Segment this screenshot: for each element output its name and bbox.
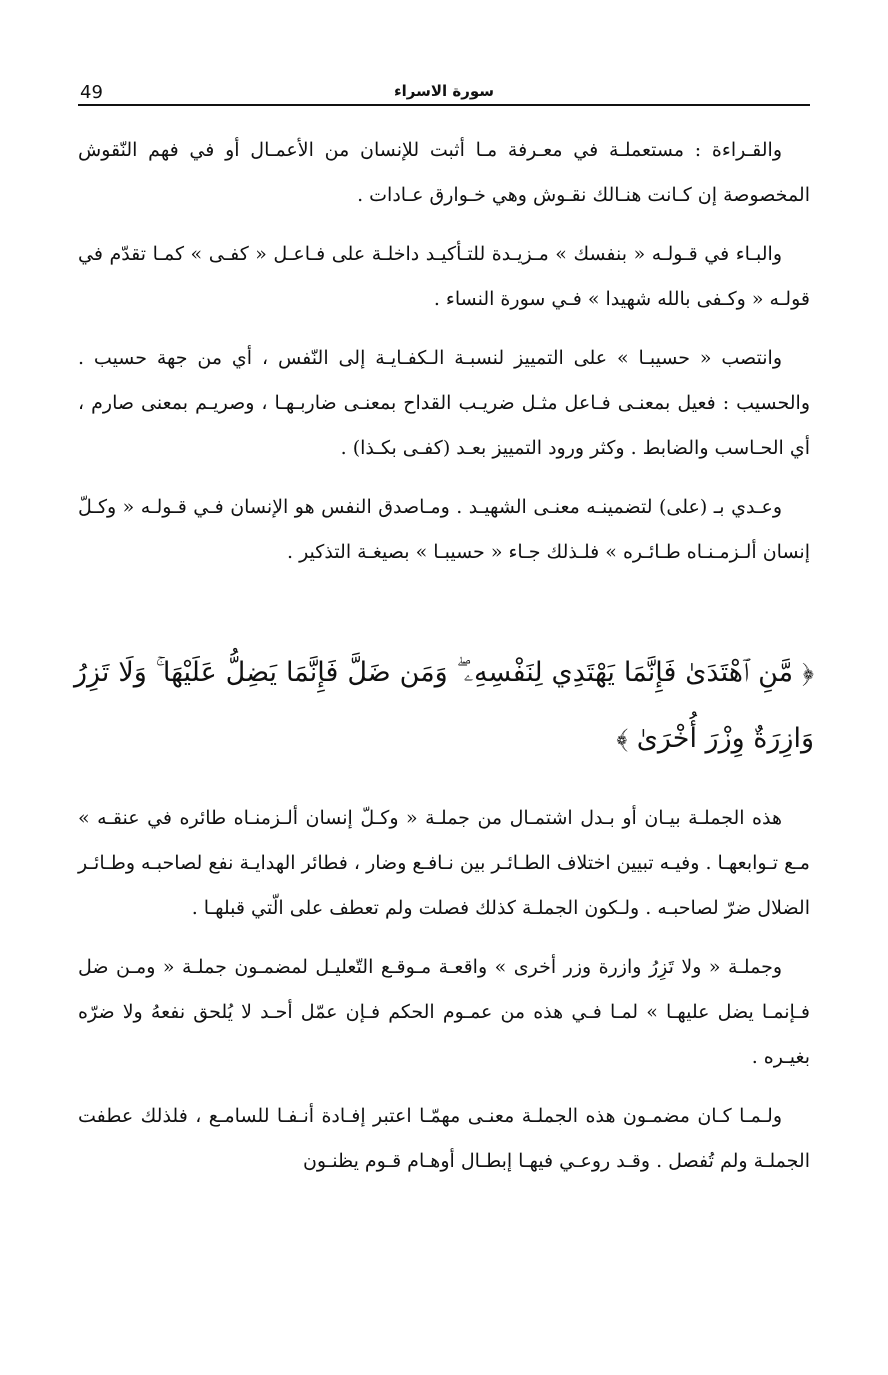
paragraph: وعـدي بـ (على) لتضمينـه معنـى الشهيـد . ومـاصدق النفس هو الإنسان فـي قـولـه « وكـلّ إنسان ألـزمـنـاه طـائـره » فلـذلك جـاء « حسيبـا » بصيغـة التذكير . [78,496,810,563]
header-rule [78,104,810,106]
paragraph: ولـمـا كـان مضمـون هذه الجملـة معنـى مهمّـا اعتبر إفـادة أنـفـا للسامـع ، فلذلك عطفت الجملـة ولم تُفصل . وقـد روعـي فيهـا إبطـال أوهـام قـوم يظنـون [78,1105,810,1172]
paragraph: وانتصب « حسيبـا » على التمييز لنسبـة الـكفـايـة إلى النّفس ، أي من جهة حسيب . والحسيب : فعيل بمعنـى فـاعل مثـل ضريـب القداح بمعنـى ضاربـهـا ، وصريـم بمعنى صارم ، أي الحـاسب والضابط . وكثر ورود التمييز بعـد (كفـى بكـذا) . [78,347,810,459]
quran-verse: ﴿ مَّنِ ٱهْتَدَىٰ فَإِنَّمَا يَهْتَدِي لِنَفْسِهِۦ ۖ وَمَن ضَلَّ فَإِنَّمَا يَضِلُّ عَلَيْهَا ۚ وَلَا تَزِرُ وَازِرَةٌ وِزْرَ أُخْرَىٰ ﴾ [74,657,814,754]
body-text-top [78,128,810,589]
running-head: سورة الاسراء [393,82,495,100]
paragraph: والبـاء في قـولـه « بنفسك » مـزيـدة للتـأكيـد داخلـة على فـاعـل « كفـى » كمـا تقدّم في قولـه « وكـفى بالله شهيدا » فـي سورة النساء . [78,243,810,310]
paragraph: وجملـة « ولا تَزِرُ وازرة وزر أخرى » واقعـة مـوقـع التّعليـل لمضمـون جملـة « ومـن ضل فـإنمـا يضل عليهـا » لمـا فـي هذه من عمـوم الحكم فـإن عمّل أحـد لا يُلحق نفعهُ ولا ضرّه بغيـره . [78,956,810,1068]
body-text-bottom [78,796,810,1198]
paragraph: والقـراءة : مستعملـة في معـرفة مـا أثبت للإنسان من الأعمـال أو في فهم النّقوش المخصوصة إن كـانت هنـالك نقـوش وهي خـوارق عـادات . [78,139,810,206]
paragraph: هذه الجملـة بيـان أو بـدل اشتمـال من جملـة « وكـلّ إنسان ألـزمنـاه طائره في عنقـه » مـع تـوابعهـا . وفيـه تبيين اختلاف الطـائـر بين نـافـع وضار ، فطائر الهدايـة نفع لصاحبـه وطـائـر الضلال ضرّ لصاحبـه . ولـكون الجملـة كذلك فصلت ولم تعطف على الّتي قبلهـا . [78,807,810,919]
page-number: 49 [80,82,103,103]
page-header [78,74,810,104]
